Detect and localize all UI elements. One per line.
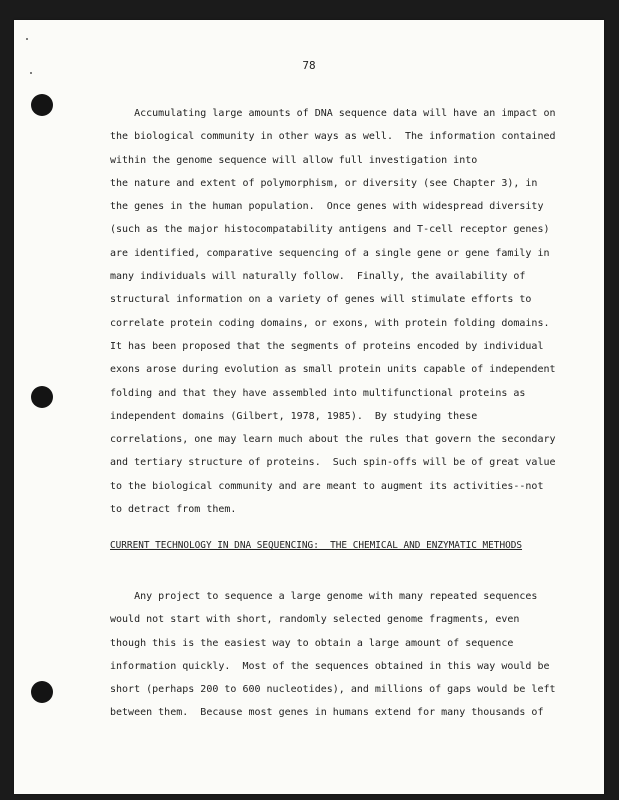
text-line: though this is the easiest way to obtain a large amount of sequence: [110, 637, 514, 649]
text-line: exons arose during evolution as small protein units capable of independent: [110, 364, 556, 376]
text-line: (such as the major histocompatability antigens and T-cell receptor genes): [110, 224, 550, 236]
text-line: information quickly. Most of the sequences obtained in this way would be: [110, 660, 550, 672]
text-line: Accumulating large amounts of DNA sequence data will have an impact on: [110, 108, 556, 119]
page-number: 78: [302, 59, 316, 72]
paragraph-2: [110, 585, 556, 725]
document-page: [14, 20, 604, 794]
scan-speck: [30, 72, 32, 74]
text-line: correlate protein coding domains, or exons, with protein folding domains.: [110, 317, 550, 329]
text-line: Any project to sequence a large genome with many repeated sequences: [110, 591, 538, 602]
punch-hole-top: [31, 94, 53, 116]
text-line: many individuals will naturally follow. Finally, the availability of: [110, 271, 526, 283]
text-line: the biological community in other ways as well. The information contained: [110, 131, 556, 143]
punch-hole-middle: [31, 386, 53, 408]
text-line: structural information on a variety of genes will stimulate efforts to: [110, 294, 532, 306]
text-line: to detract from them.: [110, 504, 237, 516]
text-line: folding and that they have assembled into multifunctional proteins as: [110, 387, 526, 399]
text-line: correlations, one may learn much about the rules that govern the secondary: [110, 434, 556, 446]
text-line: are identified, comparative sequencing of a single gene or gene family in: [110, 247, 550, 259]
text-line: would not start with short, randomly selected genome fragments, even: [110, 614, 520, 626]
scan-speck: [26, 38, 28, 40]
text-line: within the genome sequence will allow full investigation into: [110, 154, 478, 166]
text-line: the genes in the human population. Once genes with widespread diversity: [110, 201, 544, 213]
paragraph-1: [110, 102, 556, 521]
text-line: to the biological community and are meant to augment its activities--not: [110, 480, 544, 492]
punch-hole-bottom: [31, 681, 53, 703]
text-line: It has been proposed that the segments of proteins encoded by individual: [110, 340, 544, 352]
text-line: and tertiary structure of proteins. Such spin-offs will be of great value: [110, 457, 556, 469]
text-line: between them. Because most genes in humans extend for many thousands of: [110, 707, 544, 719]
text-line: independent domains (Gilbert, 1978, 1985). By studying these: [110, 410, 478, 422]
section-heading: CURRENT TECHNOLOGY IN DNA SEQUENCING: THE CHEMICAL AND ENZYMATIC METHODS: [110, 540, 523, 551]
text-line: short (perhaps 200 to 600 nucleotides), and millions of gaps would be left: [110, 684, 556, 696]
text-line: the nature and extent of polymorphism, or diversity (see Chapter 3), in: [110, 177, 538, 189]
